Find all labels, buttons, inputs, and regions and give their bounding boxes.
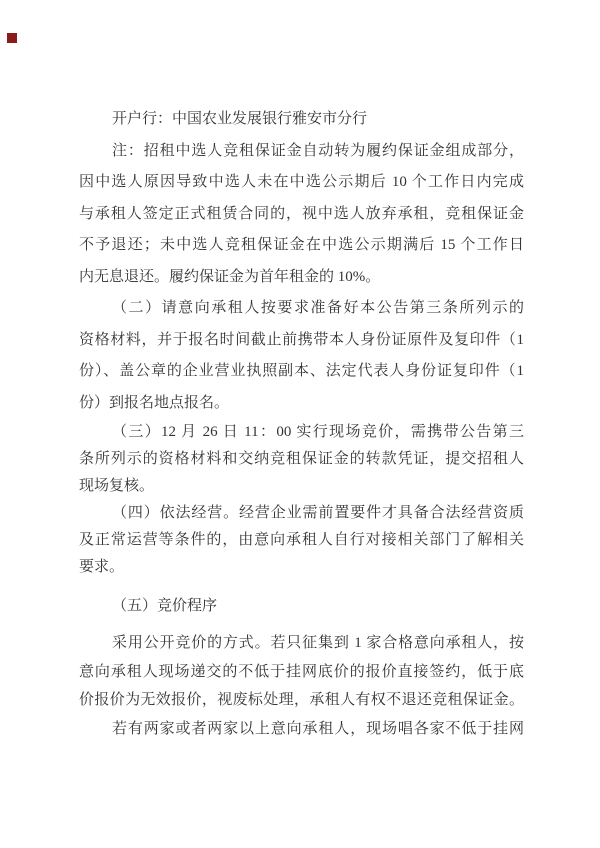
text-line: 资格材料，并于报名时间截止前携带本人身份证原件及复印件（1 <box>79 331 524 348</box>
document-body <box>79 0 524 743</box>
text-line: 因中选人原因导致中选人未在中选公示期后 10 个工作日内完成 <box>79 174 524 190</box>
text-line: （四）依法经营。经营企业需前置要件才具备合法经营资质 <box>112 505 524 521</box>
text-line: 与承租人签定正式租赁合同的，视中选人放弃承租，竞租保证金 <box>79 205 524 222</box>
text-line: 及正常运营等条件的，由意向承租人自行对接相关部门了解相关 <box>79 532 524 548</box>
paragraph-block-bidding-procedure <box>79 629 524 743</box>
text-line: 注：招租中选人竞租保证金自动转为履约保证金组成部分， <box>112 142 524 159</box>
text-line: （二）请意向承租人按要求准备好本公告第三条所列示的 <box>112 300 524 316</box>
text-line: 要求。 <box>79 559 125 575</box>
paragraph-block-sections-three-four <box>79 419 524 581</box>
text-line: 份）到报名地点报名。 <box>79 394 230 411</box>
text-line: （五）竞价程序 <box>112 598 218 614</box>
text-line: 采用公开竞价的方式。若只征集到 1 家合格意向承租人，按 <box>112 635 524 651</box>
paragraph-block-section-five-heading <box>79 593 524 620</box>
text-line: 价报价为无效报价，视废标处理，承租人有权不退还竞租保证金。 <box>79 692 524 708</box>
text-line: 条所列示的资格材料和交纳竞租保证金的转款凭证，提交招租人 <box>79 451 524 467</box>
text-line: 不予退还；未中选人竞租保证金在中选公示期满后 15 个工作日 <box>79 237 524 253</box>
text-line: 意向承租人现场递交的不低于挂网底价的报价直接签约，低于底 <box>79 663 524 680</box>
text-line: （三）12 月 26 日 11：00 实行现场竞价，需携带公告第三 <box>112 424 524 440</box>
text-line: 现场复核。 <box>79 478 155 494</box>
text-line: 份）、盖公章的企业营业执照副本、法定代表人身份证复印件（1 <box>79 363 524 379</box>
text-line: 若有两家或者两家以上意向承租人，现场唱各家不低于挂网 <box>112 720 524 737</box>
text-line: 内无息退还。履约保证金为首年租金的 10%。 <box>79 268 381 285</box>
red-square-marker <box>7 33 17 43</box>
paragraph-block-bank-note <box>79 104 524 419</box>
text-line: 开户行：中国农业发展银行雅安市分行 <box>112 111 368 127</box>
